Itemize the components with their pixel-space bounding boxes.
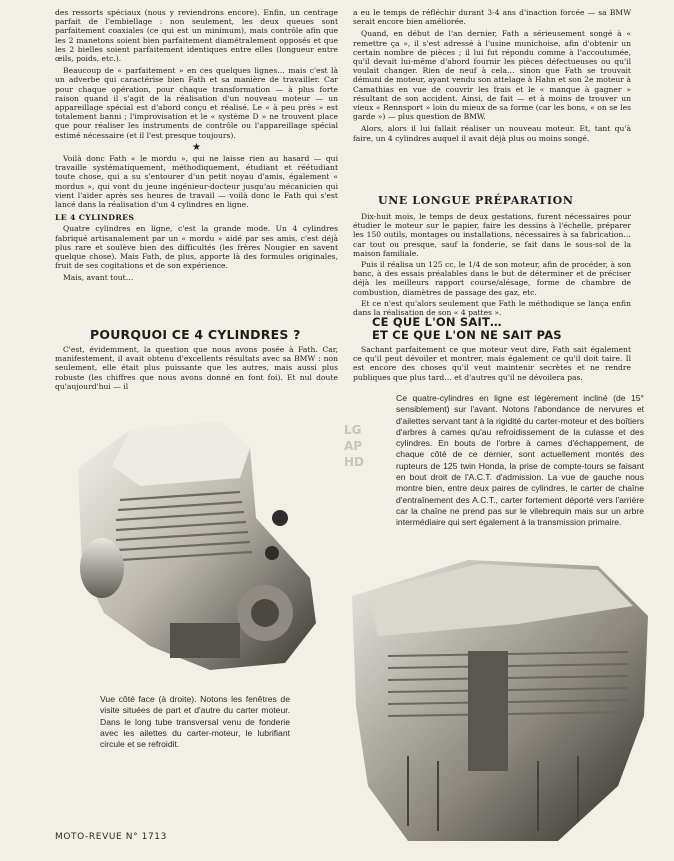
watermark-text: HD [344, 455, 365, 469]
star-divider: ★ [192, 141, 201, 153]
engine-photo-side-view [348, 556, 660, 846]
paragraph: a eu le temps de réfléchir durant 3-4 ans d'inaction forcée — sa BMW serait encore bien améliorée. [353, 8, 631, 27]
heading-pourquoi: POURQUOI CE 4 CYLINDRES ? [90, 327, 301, 342]
pourquoi-text [55, 345, 338, 393]
heading-line: ET CE QUE L'ON NE SAIT PAS [372, 328, 562, 342]
paragraph: Mais, avant tout… [63, 273, 134, 283]
preparation-text [353, 212, 631, 319]
caption-right: Ce quatre-cylindres en ligne est légèrement incliné (de 15° sensiblement) sur l'avant. Notons l'abondance de nervures et d'ailettes servant tant à la rigidité du carter-moteur et des boîtiers d'arbres à cames qu'au refroidissement de la culasse et des cylindres. En bouts de l'orbre à cames d'échappement, de chaque côté de ce dernier, sont actuellement montés des rupteurs de 125 twin Honda, la prise de compte-tours se faisant en bout droit de l'A.C.T. d'admission. La vue de gauche nous montre bien, entre deux paires de cylindres, le carter de chaîne d'entraînement des A.C.T., carter fortement déporté vers l'arrière car la chaîne ne prend pas sur le vilebrequin mais sur un arbre intermédiaire qui sert également à la transmission primaire. [396, 393, 644, 528]
paragraph: Alors, alors il lui fallait réaliser un nouveau moteur. Et, tant qu'à faire, un 4 cylindres auquel il avait déjà plus ou moins songé. [353, 124, 631, 143]
paragraph: Beaucoup de « parfaitement » en ces quelques lignes… mais c'est là un adverbe qui caractérise bien Fath et sa manière de travailler. Car pour chaque opération, pour chaque transformation — à plus forte raison quand il s'agit de la réalisation d'un nouveau moteur — un appareillage spécial est d'abord conçu et réalisé. Le « à peu près » est totalement banni ; l'improvisation et le « système D » ne trouvent place que pour réaliser les instruments de contrôle ou l'appareillage spécial estimé nécessaire (et il l'est presque toujours). [55, 66, 338, 140]
subheading-4-cylindres: LE 4 CYLINDRES [55, 213, 135, 223]
engine-front [78, 422, 316, 670]
right-column-text [353, 8, 631, 146]
paragraph: Et ce n'est qu'alors seulement que Fath le méthodique se lança enfin dans la réalisation de son « 4 pattes ». [353, 298, 631, 318]
heading-line: CE QUE L'ON SAIT… [372, 315, 502, 329]
heading-preparation: UNE LONGUE PRÉPARATION [378, 194, 574, 207]
paragraph: Puis il réalisa un 125 cc, le 1/4 de son moteur, afin de procéder, à son banc, à des essais préalables dans le but de déterminer et de préciser déjà les meilleurs rapport course/alésage, forme de chambre de combustion, diamètres de passage des gaz, etc. [353, 260, 631, 297]
heading-ce-que-l-on-sait [372, 316, 562, 342]
watermark-logo [336, 418, 378, 478]
paragraph: Sachant parfaitement ce que moteur veut dire, Fath sait également ce qu'il peut dévoiler et montrer, mais également ce qu'il doit taire. Il est encore des choses qu'il veut maintenir secrètes et ne rendre publiques que plus tard… et d'autres qu'il ne dévoilera pas. [353, 345, 631, 382]
paragraph: Dix-huit mois, le temps de deux gestations, furent nécessaires pour étudier le moteur sur le papier, faire les dessins à l'échelle, préparer les 150 outils, montages ou installations, nécessaires à sa fabrication… car tout ou presque, sauf la fonderie, se fait dans le sous-sol de la maison familiale. [353, 212, 631, 258]
watermark-text: LG [344, 423, 362, 437]
paragraph: Voilà donc Fath « le mordu », qui ne laisse rien au hasard — qui travaille systématiquement, méthodiquement, étudiant et réétudiant toute chose, qui a su s'entourer d'un petit noyau d'amis, également « mordus », qui vont du jeune ingénieur-docteur jusqu'au mécanicien qui vient l'aider après ses heures de travail — voilà donc le Fath qui s'est lancé dans la réalisation d'un 4 cylindres en ligne. [55, 154, 338, 210]
engine-side [352, 560, 648, 841]
caption-left: Vue côté face (à droite). Notons les fenêtres de visite situées de part et d'autre du carter moteur. Dans le long tube transversal venu de fonderie avec les ailettes du carter-moteur, le lubrifiant circule et se refroidit. [100, 694, 290, 750]
watermark-text: AP [344, 439, 363, 453]
left-column-text [55, 8, 338, 286]
paragraph: C'est, évidemment, la question que nous avons posée à Fath. Car, manifestement, il avait obtenu d'excellents résultats avec sa BMW : non seulement, elle était plus puissante que les autres, mais aussi plus robuste (les chiffres que nous avons donné en font foi). Et nul doute qu'aujourd'hui — il [55, 345, 338, 391]
paragraph: des ressorts spéciaux (nous y reviendrons encore). Enfin, un centrage parfait de l'embiellage : non seulement, les deux queues sont parfaitement coaxiales (ce qui est un minimum), mais contrôle afin que les 2 manetons soient bien parfaitement diamétralement opposés et que les 2 bielles soient parfaitement identiques entre elles (longueur entre œils, poids, etc.). [55, 8, 338, 64]
sait-text [353, 345, 631, 384]
paragraph: Quatre cylindres en ligne, c'est la grande mode. Un 4 cylindres fabriqué artisanalement par un « mordu » aidé par ses amis, c'est déjà plus rare et soulève bien des difficultés (les frères Nougier en savent quelque chose). Mais Fath, de plus, apporte là des formules originales, fruit de ses cogitations et de son expérience. [55, 224, 338, 271]
footer-issue: MOTO-REVUE N° 1713 [55, 832, 167, 842]
paragraph: Quand, en début de l'an dernier, Fath a sérieusement songé à « remettre ça », il s'est adressé à l'usine munichoise, afin d'obtenir un certain nombre de pièces ; il lui fut répondu comme à l'accoutumée, qu'il devait lui-même d'abord fournir les pièces défectueuses ou qu'il voulait changer. Rien de neuf à cela… sinon que Fath se trouvait démuni de moteur, ayant vendu son attelage à Hahn et son 2e moteur à Camathias en vue de couvrir les frais et le « manque à gagner » résultant de son accident. Ainsi, de fait — et à moins de trouver un vieux « Rennsport » loin du mieux de sa forme (car les bons, « on se les garde ») — plus question de BMW. [353, 29, 631, 122]
engine-photo-front-view [60, 408, 326, 674]
